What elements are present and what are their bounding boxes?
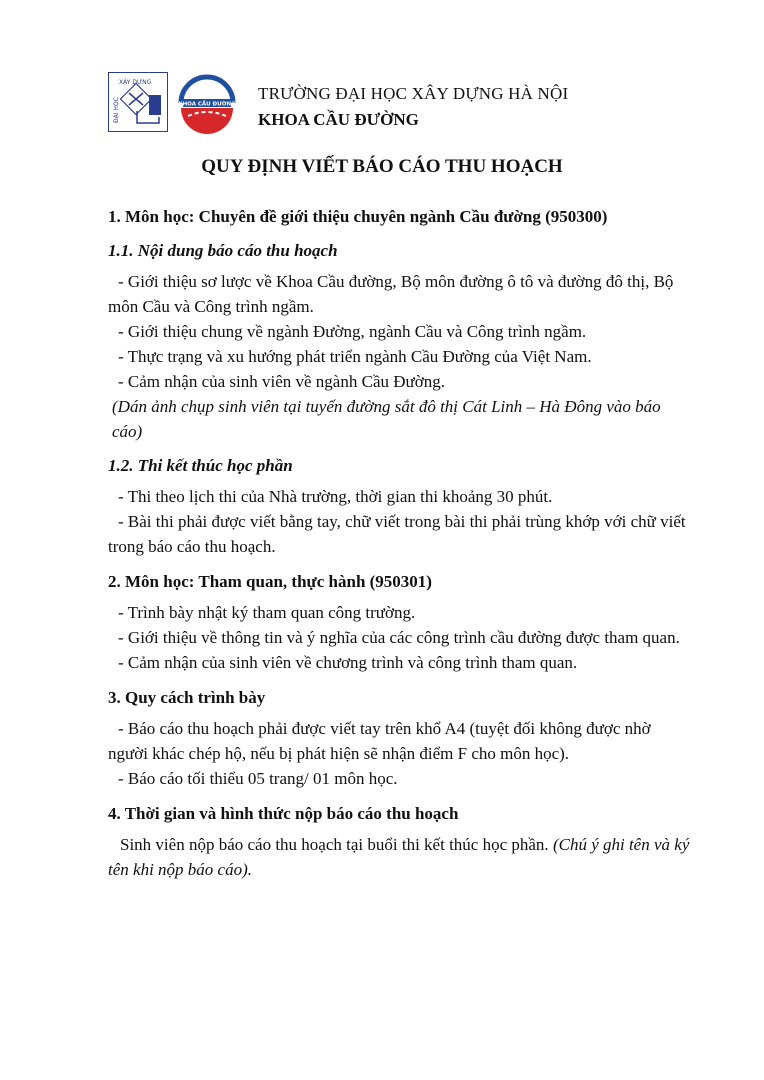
submission-text bbox=[108, 832, 694, 882]
document-body bbox=[108, 200, 694, 882]
faculty-logo-icon bbox=[176, 72, 238, 134]
faculty-logo bbox=[176, 72, 238, 139]
list-item: - Giới thiệu sơ lược về Khoa Cầu đường, Bộ môn đường ô tô và đường đô thị, Bộ môn Cầu và Công trình ngầm. bbox=[108, 272, 674, 316]
faculty-name: KHOA CẦU ĐƯỜNG bbox=[258, 110, 419, 129]
list-item: - Cảm nhận của sinh viên về chương trình và công trình tham quan. bbox=[118, 653, 578, 672]
section-2-heading: 2. Môn học: Tham quan, thực hành (950301) bbox=[108, 572, 432, 591]
section-1-heading: 1. Môn học: Chuyên đề giới thiệu chuyên ngành Cầu đường (950300) bbox=[108, 207, 608, 226]
university-name: TRƯỜNG ĐẠI HỌC XÂY DỰNG HÀ NỘI bbox=[258, 84, 569, 103]
list-item: - Thi theo lịch thi của Nhà trường, thời gian thi khoảng 30 phút. bbox=[118, 487, 553, 506]
submission-note: (Chú ý ghi tên và ký tên khi nộp báo cáo). bbox=[108, 835, 690, 879]
photo-note: (Dán ảnh chụp sinh viên tại tuyến đường sắt đô thị Cát Linh – Hà Đông vào báo cáo) bbox=[112, 397, 661, 441]
list-item: - Thực trạng và xu hướng phát triển ngành Cầu Đường của Việt Nam. bbox=[118, 347, 592, 366]
list-item: - Trình bày nhật ký tham quan công trường. bbox=[118, 603, 416, 622]
section-4-heading: 4. Thời gian và hình thức nộp báo cáo thu hoạch bbox=[108, 804, 459, 823]
svg-text:XÂY DỰNG: XÂY DỰNG bbox=[119, 79, 152, 86]
section-1-2-heading: 1.2. Thi kết thúc học phần bbox=[108, 456, 293, 475]
section-1-1-heading: 1.1. Nội dung báo cáo thu hoạch bbox=[108, 241, 338, 260]
submission-instruction: Sinh viên nộp báo cáo thu hoạch tại buổi thi kết thúc học phần. bbox=[120, 835, 549, 854]
university-logo-icon bbox=[109, 73, 167, 131]
list-item: - Báo cáo thu hoạch phải được viết tay trên khổ A4 (tuyệt đối không được nhờ người khác chép hộ, nếu bị phát hiện sẽ nhận điểm F cho môn học). bbox=[108, 719, 651, 763]
svg-text:KHOA CẦU ĐƯỜNG: KHOA CẦU ĐƯỜNG bbox=[178, 101, 236, 108]
svg-text:ĐẠI HỌC: ĐẠI HỌC bbox=[113, 97, 120, 123]
list-item: - Giới thiệu về thông tin và ý nghĩa của các công trình cầu đường được tham quan. bbox=[118, 628, 680, 647]
list-item: - Báo cáo tối thiểu 05 trang/ 01 môn học. bbox=[118, 769, 398, 788]
page-title: QUY ĐỊNH VIẾT BÁO CÁO THU HOẠCH bbox=[201, 156, 563, 177]
list-item: - Bài thi phải được viết bằng tay, chữ viết trong bài thi phải trùng khớp với chữ viết trong báo cáo thu hoạch. bbox=[108, 512, 686, 556]
list-item: - Cảm nhận của sinh viên về ngành Cầu Đường. bbox=[118, 372, 445, 391]
list-item: - Giới thiệu chung về ngành Đường, ngành Cầu và Công trình ngầm. bbox=[118, 322, 587, 341]
university-logo bbox=[108, 72, 168, 132]
section-3-heading: 3. Quy cách trình bày bbox=[108, 688, 266, 707]
